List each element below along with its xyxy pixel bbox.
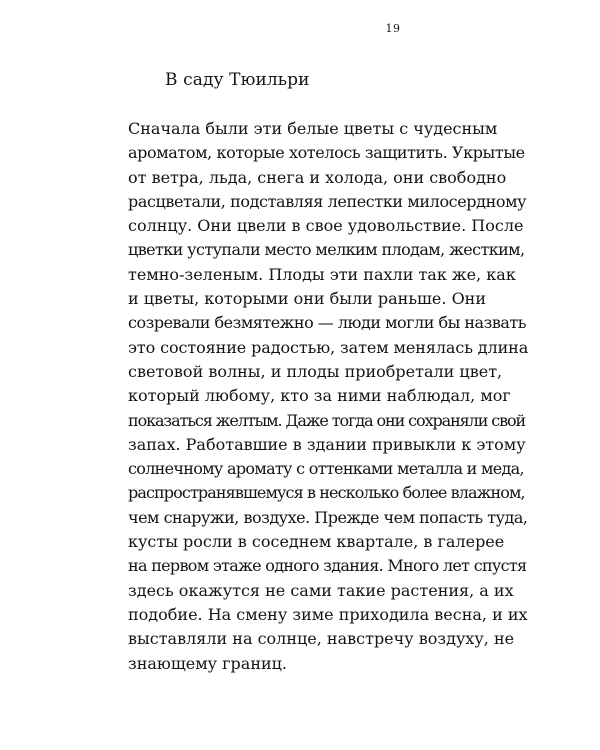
- text-line: цветки уступали место мелким плодам, жестким,: [128, 240, 525, 260]
- text-line: и цветы, которыми они были раньше. Они: [128, 289, 487, 309]
- text-line: выставляли на солнце, навстречу воздуху, не: [128, 629, 515, 649]
- page-number: [0, 22, 600, 35]
- page-number-text: 19: [385, 22, 401, 35]
- text-line: солнцу. Они цвели в свое удовольствие. После: [128, 216, 524, 236]
- text-line: от ветра, льда, снега и холода, они свободно: [128, 167, 507, 187]
- text-line: это состояние радостью, затем менялась длина: [128, 337, 529, 357]
- text-line: знающему границ.: [128, 653, 288, 673]
- text-line: кусты росли в соседнем квартале, в галерее: [128, 532, 505, 552]
- text-line: распространявшемуся в несколько более влажном,: [128, 483, 525, 503]
- text-line: солнечному аромату с оттенками металла и меда,: [128, 459, 524, 479]
- text-line: чем снаружи, воздухе. Прежде чем попасть туда,: [128, 507, 528, 527]
- text-line: который любому, кто за ними наблюдал, мог: [128, 386, 511, 406]
- text-line: расцветали, подставляя лепестки милосердному: [128, 191, 527, 211]
- text-line: ароматом, которые хотелось защитить. Укрытые: [128, 143, 525, 163]
- text-line: световой волны, и плоды приобретали цвет,: [128, 361, 503, 381]
- text-line: показаться желтым. Даже тогда они сохраняли свой: [128, 410, 526, 430]
- body-text: [128, 117, 528, 676]
- text-line: здесь окажутся не сами такие растения, а их: [128, 580, 514, 600]
- chapter-title: В саду Тюильри: [165, 70, 310, 90]
- text-line: подобие. На смену зиме приходила весна, и их: [128, 604, 528, 624]
- text-line: созревали безмятежно — люди могли бы назвать: [128, 313, 526, 333]
- text-line: на первом этаже одного здания. Много лет спустя: [128, 556, 527, 576]
- text-line: запах. Работавшие в здании привыкли к этому: [128, 434, 526, 454]
- text-line: темно-зеленым. Плоды эти пахли так же, как: [128, 264, 516, 284]
- text-line: Сначала были эти белые цветы с чудесным: [128, 119, 498, 138]
